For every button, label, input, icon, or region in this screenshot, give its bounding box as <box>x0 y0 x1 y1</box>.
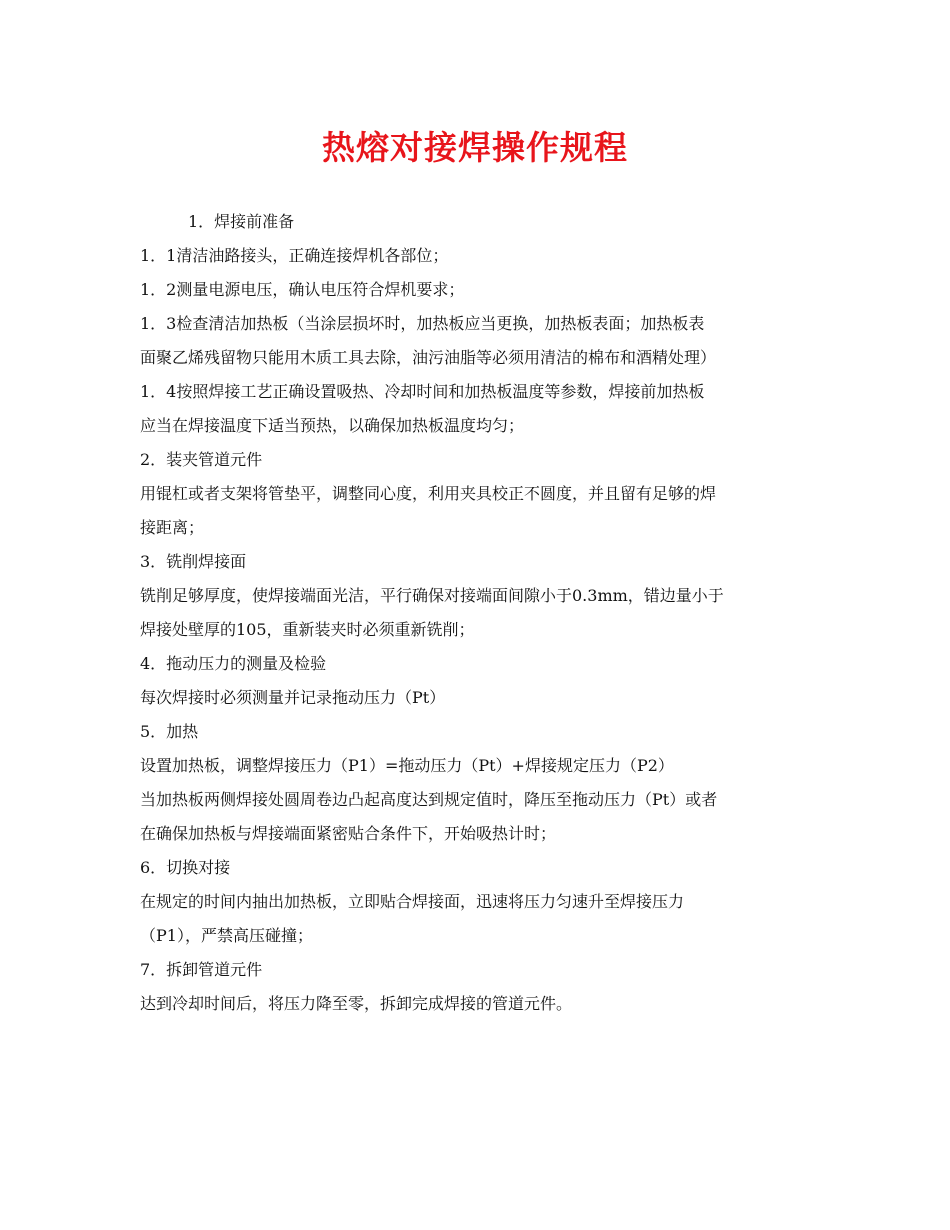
body-line: 焊接处壁厚的105，重新装夹时必须重新铣削； <box>140 620 475 639</box>
section-heading: 7．拆卸管道元件 <box>140 960 263 979</box>
body-line: 1．4按照焊接工艺正确设置吸热、冷却时间和加热板温度等参数，焊接前加热板 <box>140 382 705 401</box>
document-body <box>140 205 815 1021</box>
body-line: 应当在焊接温度下适当预热，以确保加热板温度均匀； <box>140 416 525 435</box>
section-heading: 4．拖动压力的测量及检验 <box>140 654 327 673</box>
body-line: 每次焊接时必须测量并记录拖动压力（Pt） <box>140 688 446 707</box>
document-title: 热熔对接焊操作规程 <box>322 128 628 167</box>
section-heading: 1．焊接前准备 <box>188 212 295 231</box>
body-line: 接距离； <box>140 518 205 537</box>
body-line: （P1），严禁高压碰撞； <box>140 926 313 945</box>
section-heading: 6．切换对接 <box>140 858 231 877</box>
body-line: 面聚乙烯残留物只能用木质工具去除，油污油脂等必须用清洁的棉布和酒精处理） <box>140 348 717 367</box>
section-heading: 2．装夹管道元件 <box>140 450 263 469</box>
section-heading: 3．铣削焊接面 <box>140 552 247 571</box>
section-heading: 5．加热 <box>140 722 199 741</box>
body-line: 在确保加热板与焊接端面紧密贴合条件下，开始吸热计时； <box>140 824 557 843</box>
body-line: 1．1清洁油路接头，正确连接焊机各部位； <box>140 246 449 265</box>
body-line: 设置加热板，调整焊接压力（P1）=拖动压力（Pt）+焊接规定压力（P2） <box>140 756 674 775</box>
body-line: 1．2测量电源电压，确认电压符合焊机要求； <box>140 280 465 299</box>
body-line: 在规定的时间内抽出加热板，立即贴合焊接面，迅速将压力匀速升至焊接压力 <box>140 892 685 911</box>
body-line: 达到冷却时间后，将压力降至零，拆卸完成焊接的管道元件。 <box>140 994 573 1013</box>
body-line: 铣削足够厚度，使焊接端面光洁，平行确保对接端面间隙小于0.3mm，错边量小于 <box>140 586 724 605</box>
body-line: 用锟杠或者支架将管垫平，调整同心度，利用夹具校正不圆度，并且留有足够的焊 <box>140 484 717 503</box>
body-line: 1．3检查清洁加热板（当涂层损坏时，加热板应当更换，加热板表面；加热板表 <box>140 314 705 333</box>
body-line: 当加热板两侧焊接处圆周卷边凸起高度达到规定值时，降压至拖动压力（Pt）或者 <box>140 790 718 809</box>
